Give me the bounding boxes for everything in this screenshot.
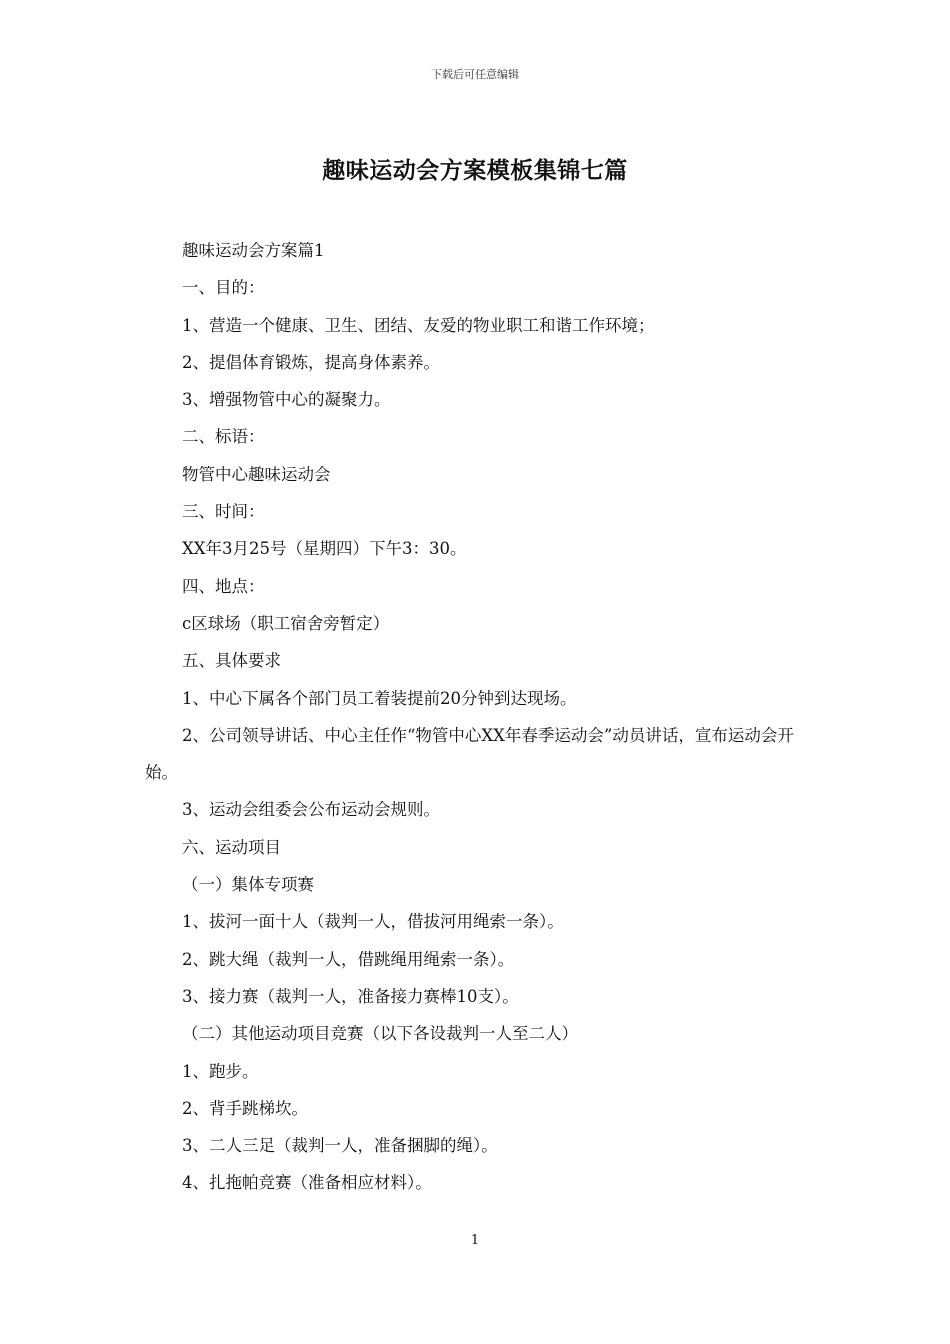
time-text: XX年3月25号（星期四）下午3：30。 (182, 539, 467, 559)
document-title: 趣味运动会方案模板集锦七篇 (322, 157, 628, 184)
page-header-note: 下载后可任意编辑 (431, 68, 519, 81)
other-event-3: 3、二人三足（裁判一人，准备捆脚的绳）。 (182, 1136, 498, 1156)
purpose-item-1: 1、营造一个健康、卫生、团结、友爱的物业职工和谐工作环境； (182, 315, 655, 335)
subheading-other-events: （二）其他运动项目竞赛（以下各设裁判一人至二人） (182, 1024, 578, 1044)
group-event-3: 3、接力赛（裁判一人，准备接力赛棒10支）。 (182, 986, 519, 1006)
other-event-1: 1、跑步。 (182, 1061, 259, 1081)
slogan-text: 物管中心趣味运动会 (182, 464, 331, 484)
heading-purpose: 一、目的： (182, 278, 265, 298)
other-event-2: 2、背手跳梯坎。 (182, 1098, 308, 1118)
section-heading-plan-1: 趣味运动会方案篇1 (182, 241, 325, 260)
group-event-1: 1、拔河一面十人（裁判一人，借拔河用绳索一条）。 (182, 912, 564, 932)
requirement-item-2: 2、公司领导讲话、中心主任作“物管中心XX年春季运动会”动员讲话，宣布运动会开始。 (145, 725, 794, 783)
purpose-item-3: 3、增强物管中心的凝聚力。 (182, 390, 391, 410)
heading-location: 四、地点： (182, 576, 265, 596)
purpose-item-2: 2、提倡体育锻炼，提高身体素养。 (182, 352, 440, 372)
heading-time: 三、时间： (182, 502, 265, 522)
heading-requirements: 五、具体要求 (182, 651, 281, 671)
heading-slogan: 二、标语： (182, 427, 265, 447)
heading-events: 六、运动项目 (182, 837, 281, 857)
requirement-item-1: 1、中心下属各个部门员工着装提前20分钟到达现场。 (182, 688, 577, 708)
location-text: c区球场（职工宿舍旁暂定） (182, 613, 390, 633)
requirement-item-3: 3、运动会组委会公布运动会规则。 (182, 800, 440, 820)
group-event-2: 2、跳大绳（裁判一人，借跳绳用绳索一条）。 (182, 949, 515, 969)
document-body (145, 232, 810, 1202)
page-number: 1 (470, 1233, 480, 1248)
other-event-4: 4、扎拖帕竞赛（准备相应材料）。 (182, 1173, 432, 1193)
subheading-group-events: （一）集体专项赛 (182, 875, 314, 895)
